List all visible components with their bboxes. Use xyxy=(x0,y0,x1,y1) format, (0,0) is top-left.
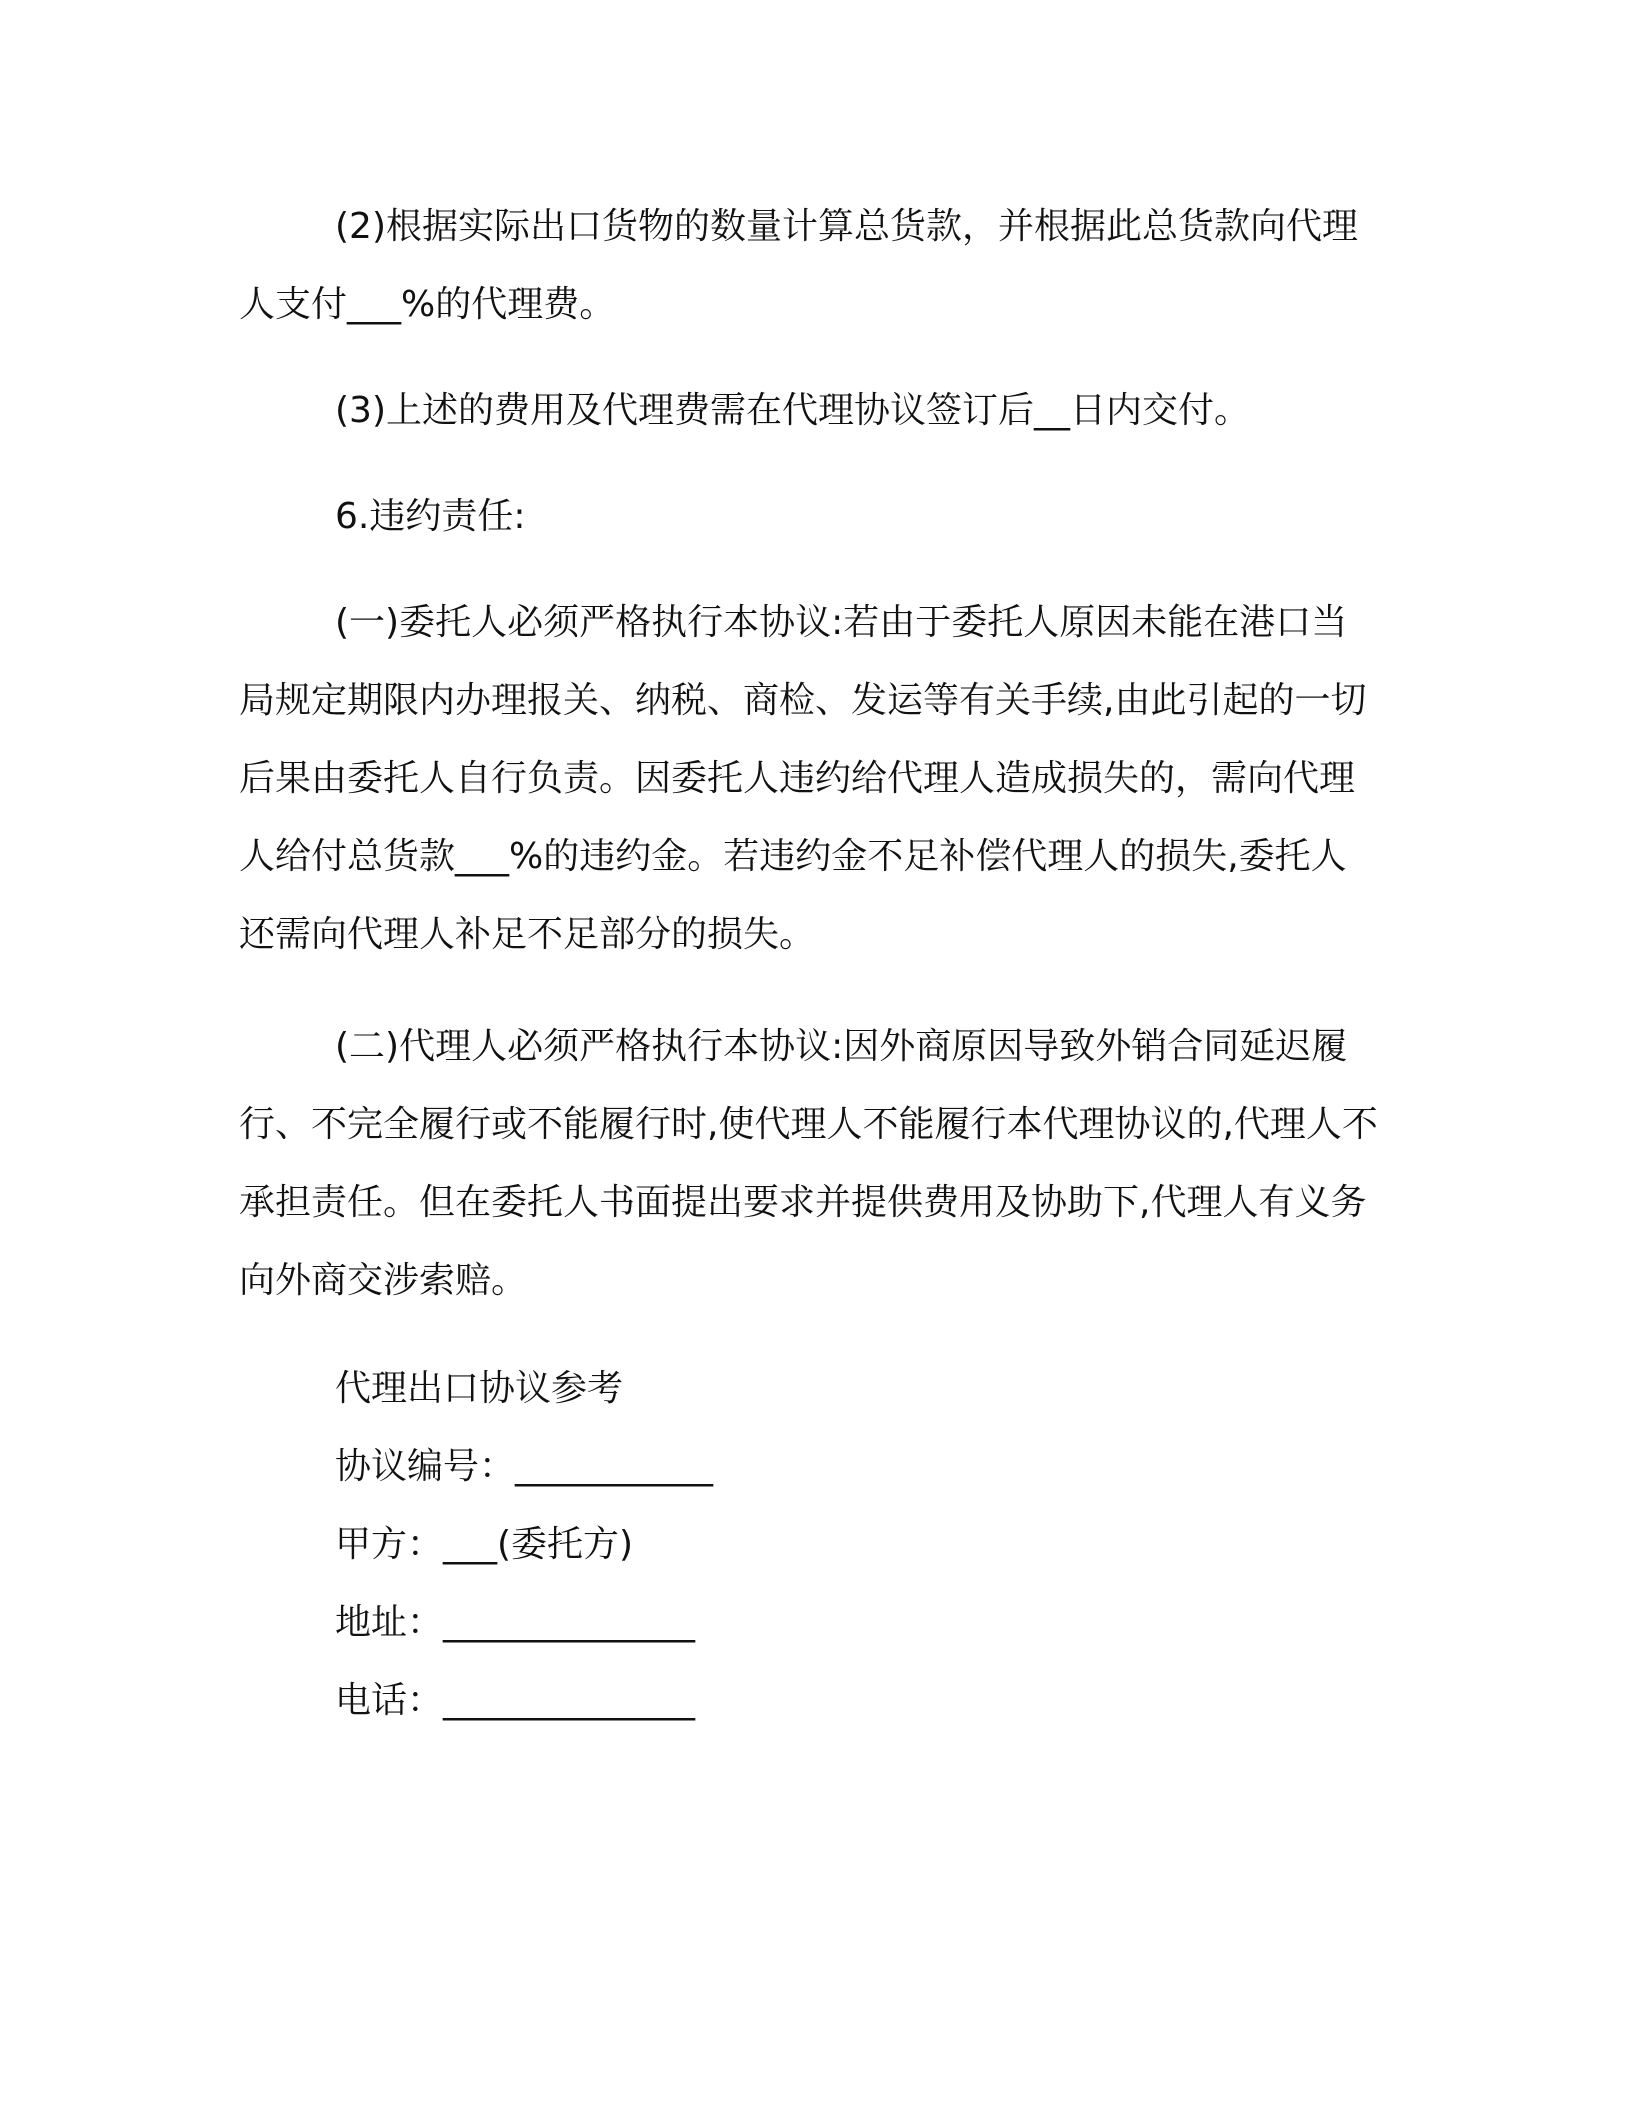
paragraph-payment-deadline: (3)上述的费用及代理费需在代理协议签订后__日内交付。 xyxy=(335,390,1250,431)
field-label: 地址： xyxy=(335,1602,444,1643)
field-blank: ______________ xyxy=(443,1602,696,1643)
field-label: 协议编号： xyxy=(335,1446,516,1487)
paragraph-payment-agency-fee: (2)根据实际出口货物的数量计算总货款，并根据此总货款向代理人支付___%的代理费。 xyxy=(239,206,1358,325)
paragraph-principal-liability: (一)委托人必须严格执行本协议:若由于委托人原因未能在港口当局规定期限内办理报关、纳税、商检、发运等有关手续,由此引起的一切后果由委托人自行负责。因委托人违约给代理人造成损失的，需向代理人给付总货款___%的违约金。若违约金不足补偿代理人的损失,委托人还需向代理人补足不足部分的损失。 xyxy=(239,602,1367,955)
document-subtitle: 代理出口协议参考 xyxy=(335,1368,624,1409)
paragraph-agent-liability: (二)代理人必须严格执行本协议:因外商原因导致外销合同延迟履行、不完全履行或不能履行时,使代理人不能履行本代理协议的,代理人不承担责任。但在委托人书面提出要求并提供费用及协助下,代理人有义务向外商交涉索赔。 xyxy=(239,1026,1378,1301)
field-label: 电话： xyxy=(335,1680,444,1721)
field-party-a xyxy=(239,1506,1379,1584)
document-body xyxy=(239,188,1379,1740)
section-heading-liability: 6.违约责任: xyxy=(335,496,526,537)
field-phone xyxy=(239,1662,1379,1740)
field-blank: ______________ xyxy=(443,1680,696,1721)
field-address xyxy=(239,1584,1379,1662)
field-blank: ___(委托方) xyxy=(443,1524,634,1565)
field-blank: ___________ xyxy=(515,1446,714,1487)
field-agreement-number xyxy=(239,1428,1379,1506)
field-label: 甲方： xyxy=(335,1524,444,1565)
